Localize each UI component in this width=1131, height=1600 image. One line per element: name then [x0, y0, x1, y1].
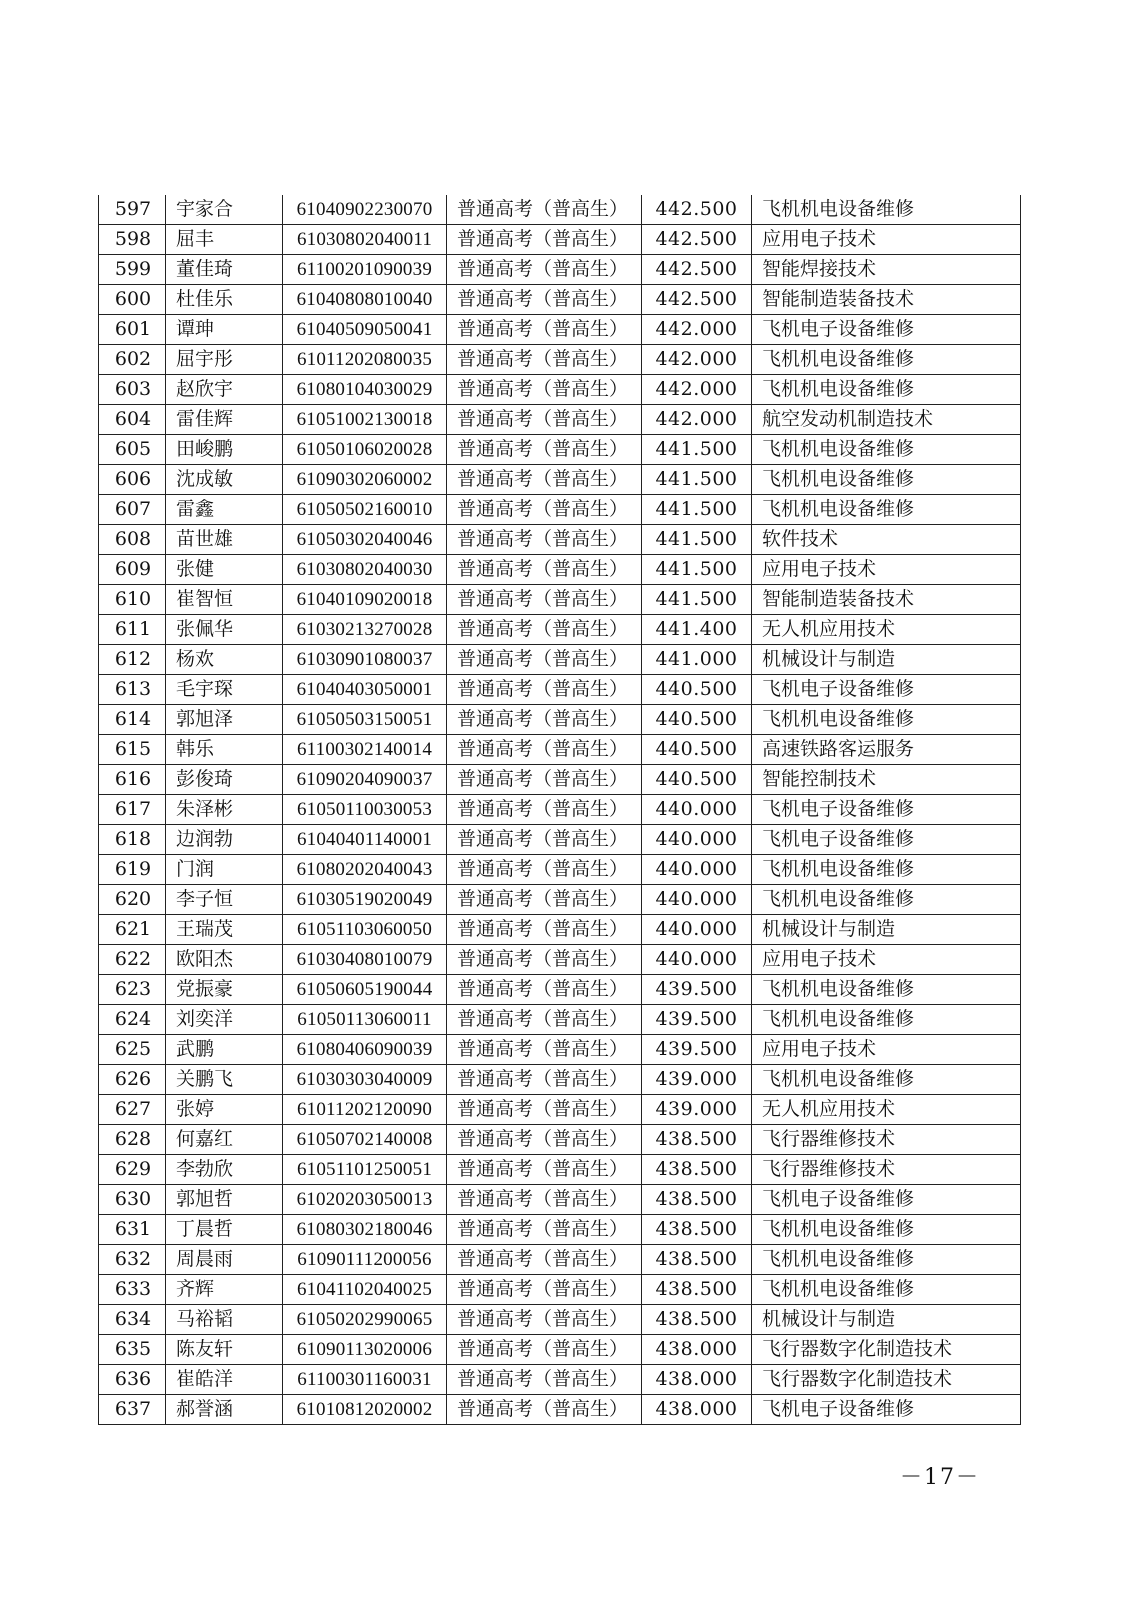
score-cell: 441.400 — [642, 615, 752, 645]
admission-roster-table — [98, 195, 1021, 1425]
exam-id-cell: 61050113060011 — [283, 1005, 447, 1035]
score-cell: 441.500 — [642, 525, 752, 555]
table-row — [99, 255, 1021, 285]
student-name-cell: 屈宇彤 — [166, 345, 283, 375]
major-cell: 飞机电子设备维修 — [752, 315, 1021, 345]
score-cell: 442.500 — [642, 255, 752, 285]
admission-type-cell: 普通高考（普高生） — [447, 1035, 642, 1065]
admission-type-cell: 普通高考（普高生） — [447, 525, 642, 555]
table-row — [99, 405, 1021, 435]
admission-type-cell: 普通高考（普高生） — [447, 285, 642, 315]
student-name-cell: 陈友轩 — [166, 1335, 283, 1365]
roster-body — [99, 195, 1021, 1425]
score-cell: 438.500 — [642, 1245, 752, 1275]
score-cell: 439.500 — [642, 1035, 752, 1065]
major-cell: 飞行器维修技术 — [752, 1125, 1021, 1155]
score-cell: 442.500 — [642, 225, 752, 255]
admission-type-cell: 普通高考（普高生） — [447, 645, 642, 675]
admission-type-cell: 普通高考（普高生） — [447, 1365, 642, 1395]
row-number-cell: 619 — [99, 855, 166, 885]
admission-type-cell: 普通高考（普高生） — [447, 1305, 642, 1335]
table-row — [99, 645, 1021, 675]
row-number-cell: 601 — [99, 315, 166, 345]
score-cell: 440.000 — [642, 855, 752, 885]
table-row — [99, 855, 1021, 885]
table-row — [99, 435, 1021, 465]
student-name-cell: 郭旭哲 — [166, 1185, 283, 1215]
exam-id-cell: 61100201090039 — [283, 255, 447, 285]
major-cell: 无人机应用技术 — [752, 1095, 1021, 1125]
table-row — [99, 1395, 1021, 1425]
exam-id-cell: 61040403050001 — [283, 675, 447, 705]
score-cell: 440.000 — [642, 885, 752, 915]
exam-id-cell: 61050202990065 — [283, 1305, 447, 1335]
student-name-cell: 杜佳乐 — [166, 285, 283, 315]
row-number-cell: 602 — [99, 345, 166, 375]
table-row — [99, 945, 1021, 975]
admission-type-cell: 普通高考（普高生） — [447, 465, 642, 495]
major-cell: 应用电子技术 — [752, 1035, 1021, 1065]
row-number-cell: 625 — [99, 1035, 166, 1065]
major-cell: 飞机电子设备维修 — [752, 1395, 1021, 1425]
exam-id-cell: 61040902230070 — [283, 195, 447, 225]
student-name-cell: 崔智恒 — [166, 585, 283, 615]
score-cell: 439.000 — [642, 1095, 752, 1125]
exam-id-cell: 61040509050041 — [283, 315, 447, 345]
table-row — [99, 915, 1021, 945]
major-cell: 飞行器数字化制造技术 — [752, 1365, 1021, 1395]
student-name-cell: 谭珅 — [166, 315, 283, 345]
table-row — [99, 705, 1021, 735]
major-cell: 机械设计与制造 — [752, 915, 1021, 945]
exam-id-cell: 61030303040009 — [283, 1065, 447, 1095]
table-row — [99, 465, 1021, 495]
table-row — [99, 1185, 1021, 1215]
row-number-cell: 605 — [99, 435, 166, 465]
table-row — [99, 585, 1021, 615]
row-number-cell: 635 — [99, 1335, 166, 1365]
student-name-cell: 欧阳杰 — [166, 945, 283, 975]
row-number-cell: 606 — [99, 465, 166, 495]
row-number-cell: 607 — [99, 495, 166, 525]
admission-type-cell: 普通高考（普高生） — [447, 1185, 642, 1215]
table-row — [99, 525, 1021, 555]
table-row — [99, 885, 1021, 915]
student-name-cell: 门润 — [166, 855, 283, 885]
row-number-cell: 616 — [99, 765, 166, 795]
major-cell: 飞机机电设备维修 — [752, 975, 1021, 1005]
student-name-cell: 关鹏飞 — [166, 1065, 283, 1095]
admission-type-cell: 普通高考（普高生） — [447, 975, 642, 1005]
exam-id-cell: 61011202080035 — [283, 345, 447, 375]
student-name-cell: 彭俊琦 — [166, 765, 283, 795]
table-row — [99, 1035, 1021, 1065]
major-cell: 机械设计与制造 — [752, 645, 1021, 675]
table-row — [99, 1095, 1021, 1125]
score-cell: 438.000 — [642, 1335, 752, 1365]
exam-id-cell: 61080406090039 — [283, 1035, 447, 1065]
row-number-cell: 614 — [99, 705, 166, 735]
student-name-cell: 韩乐 — [166, 735, 283, 765]
score-cell: 441.500 — [642, 465, 752, 495]
score-cell: 441.500 — [642, 435, 752, 465]
admission-type-cell: 普通高考（普高生） — [447, 345, 642, 375]
table-row — [99, 1065, 1021, 1095]
score-cell: 439.000 — [642, 1065, 752, 1095]
admission-type-cell: 普通高考（普高生） — [447, 1125, 642, 1155]
major-cell: 应用电子技术 — [752, 945, 1021, 975]
table-row — [99, 555, 1021, 585]
table-row — [99, 1125, 1021, 1155]
row-number-cell: 634 — [99, 1305, 166, 1335]
row-number-cell: 628 — [99, 1125, 166, 1155]
page-number: －17－ — [900, 1465, 980, 1490]
admission-type-cell: 普通高考（普高生） — [447, 405, 642, 435]
row-number-cell: 626 — [99, 1065, 166, 1095]
row-number-cell: 612 — [99, 645, 166, 675]
major-cell: 智能制造装备技术 — [752, 285, 1021, 315]
row-number-cell: 604 — [99, 405, 166, 435]
major-cell: 智能焊接技术 — [752, 255, 1021, 285]
student-name-cell: 董佳琦 — [166, 255, 283, 285]
score-cell: 441.500 — [642, 555, 752, 585]
admission-type-cell: 普通高考（普高生） — [447, 375, 642, 405]
row-number-cell: 597 — [99, 195, 166, 225]
row-number-cell: 636 — [99, 1365, 166, 1395]
exam-id-cell: 61050302040046 — [283, 525, 447, 555]
table-row — [99, 195, 1021, 225]
student-name-cell: 何嘉红 — [166, 1125, 283, 1155]
student-name-cell: 雷佳辉 — [166, 405, 283, 435]
score-cell: 440.500 — [642, 675, 752, 705]
exam-id-cell: 61050110030053 — [283, 795, 447, 825]
admission-type-cell: 普通高考（普高生） — [447, 1065, 642, 1095]
student-name-cell: 朱泽彬 — [166, 795, 283, 825]
row-number-cell: 631 — [99, 1215, 166, 1245]
major-cell: 飞机机电设备维修 — [752, 1065, 1021, 1095]
row-number-cell: 618 — [99, 825, 166, 855]
row-number-cell: 632 — [99, 1245, 166, 1275]
row-number-cell: 600 — [99, 285, 166, 315]
row-number-cell: 621 — [99, 915, 166, 945]
row-number-cell: 637 — [99, 1395, 166, 1425]
score-cell: 440.000 — [642, 945, 752, 975]
score-cell: 438.500 — [642, 1125, 752, 1155]
major-cell: 飞机机电设备维修 — [752, 1215, 1021, 1245]
admission-type-cell: 普通高考（普高生） — [447, 1275, 642, 1305]
table-row — [99, 735, 1021, 765]
row-number-cell: 611 — [99, 615, 166, 645]
admission-type-cell: 普通高考（普高生） — [447, 885, 642, 915]
admission-type-cell: 普通高考（普高生） — [447, 1395, 642, 1425]
major-cell: 飞机电子设备维修 — [752, 795, 1021, 825]
exam-id-cell: 61050702140008 — [283, 1125, 447, 1155]
score-cell: 442.000 — [642, 345, 752, 375]
exam-id-cell: 61030408010079 — [283, 945, 447, 975]
major-cell: 无人机应用技术 — [752, 615, 1021, 645]
table-row — [99, 375, 1021, 405]
table-row — [99, 675, 1021, 705]
student-name-cell: 郝誉涵 — [166, 1395, 283, 1425]
exam-id-cell: 61051101250051 — [283, 1155, 447, 1185]
exam-id-cell: 61030213270028 — [283, 615, 447, 645]
major-cell: 飞机机电设备维修 — [752, 375, 1021, 405]
exam-id-cell: 61051103060050 — [283, 915, 447, 945]
row-number-cell: 617 — [99, 795, 166, 825]
score-cell: 438.500 — [642, 1275, 752, 1305]
major-cell: 飞机机电设备维修 — [752, 885, 1021, 915]
student-name-cell: 赵欣宇 — [166, 375, 283, 405]
admission-type-cell: 普通高考（普高生） — [447, 225, 642, 255]
score-cell: 442.000 — [642, 315, 752, 345]
admission-type-cell: 普通高考（普高生） — [447, 1215, 642, 1245]
row-number-cell: 610 — [99, 585, 166, 615]
major-cell: 软件技术 — [752, 525, 1021, 555]
admission-type-cell: 普通高考（普高生） — [447, 315, 642, 345]
score-cell: 442.000 — [642, 405, 752, 435]
score-cell: 438.500 — [642, 1185, 752, 1215]
major-cell: 飞机机电设备维修 — [752, 195, 1021, 225]
admission-type-cell: 普通高考（普高生） — [447, 855, 642, 885]
exam-id-cell: 61080202040043 — [283, 855, 447, 885]
student-name-cell: 杨欢 — [166, 645, 283, 675]
student-name-cell: 郭旭泽 — [166, 705, 283, 735]
major-cell: 应用电子技术 — [752, 555, 1021, 585]
student-name-cell: 齐辉 — [166, 1275, 283, 1305]
student-name-cell: 丁晨哲 — [166, 1215, 283, 1245]
score-cell: 441.500 — [642, 495, 752, 525]
student-name-cell: 沈成敏 — [166, 465, 283, 495]
major-cell: 飞机机电设备维修 — [752, 495, 1021, 525]
table-row — [99, 825, 1021, 855]
score-cell: 438.500 — [642, 1305, 752, 1335]
admission-type-cell: 普通高考（普高生） — [447, 615, 642, 645]
row-number-cell: 615 — [99, 735, 166, 765]
admission-type-cell: 普通高考（普高生） — [447, 915, 642, 945]
table-row — [99, 1275, 1021, 1305]
score-cell: 442.500 — [642, 195, 752, 225]
exam-id-cell: 61030802040011 — [283, 225, 447, 255]
student-name-cell: 雷鑫 — [166, 495, 283, 525]
row-number-cell: 598 — [99, 225, 166, 255]
exam-id-cell: 61020203050013 — [283, 1185, 447, 1215]
score-cell: 440.500 — [642, 765, 752, 795]
admission-type-cell: 普通高考（普高生） — [447, 1155, 642, 1185]
admission-type-cell: 普通高考（普高生） — [447, 1335, 642, 1365]
row-number-cell: 603 — [99, 375, 166, 405]
admission-type-cell: 普通高考（普高生） — [447, 735, 642, 765]
student-name-cell: 张佩华 — [166, 615, 283, 645]
student-name-cell: 毛宇琛 — [166, 675, 283, 705]
score-cell: 438.000 — [642, 1365, 752, 1395]
exam-id-cell: 61010812020002 — [283, 1395, 447, 1425]
student-name-cell: 崔皓洋 — [166, 1365, 283, 1395]
score-cell: 440.000 — [642, 795, 752, 825]
row-number-cell: 599 — [99, 255, 166, 285]
student-name-cell: 宇家合 — [166, 195, 283, 225]
exam-id-cell: 61040401140001 — [283, 825, 447, 855]
row-number-cell: 630 — [99, 1185, 166, 1215]
major-cell: 飞机机电设备维修 — [752, 1275, 1021, 1305]
table-row — [99, 345, 1021, 375]
student-name-cell: 张婷 — [166, 1095, 283, 1125]
table-row — [99, 495, 1021, 525]
student-name-cell: 周晨雨 — [166, 1245, 283, 1275]
exam-id-cell: 61090204090037 — [283, 765, 447, 795]
major-cell: 飞机电子设备维修 — [752, 825, 1021, 855]
table-row — [99, 1365, 1021, 1395]
row-number-cell: 609 — [99, 555, 166, 585]
exam-id-cell: 61080104030029 — [283, 375, 447, 405]
row-number-cell: 629 — [99, 1155, 166, 1185]
exam-id-cell: 61051002130018 — [283, 405, 447, 435]
exam-id-cell: 61090111200056 — [283, 1245, 447, 1275]
score-cell: 439.500 — [642, 975, 752, 1005]
major-cell: 高速铁路客运服务 — [752, 735, 1021, 765]
exam-id-cell: 61080302180046 — [283, 1215, 447, 1245]
admission-type-cell: 普通高考（普高生） — [447, 945, 642, 975]
student-name-cell: 武鹏 — [166, 1035, 283, 1065]
table-row — [99, 1005, 1021, 1035]
table-row — [99, 975, 1021, 1005]
score-cell: 438.500 — [642, 1215, 752, 1245]
table-row — [99, 1335, 1021, 1365]
row-number-cell: 633 — [99, 1275, 166, 1305]
score-cell: 440.000 — [642, 915, 752, 945]
table-row — [99, 1245, 1021, 1275]
score-cell: 439.500 — [642, 1005, 752, 1035]
table-row — [99, 1305, 1021, 1335]
admission-type-cell: 普通高考（普高生） — [447, 255, 642, 285]
score-cell: 440.000 — [642, 825, 752, 855]
major-cell: 飞机机电设备维修 — [752, 855, 1021, 885]
score-cell: 442.500 — [642, 285, 752, 315]
row-number-cell: 627 — [99, 1095, 166, 1125]
table-row — [99, 765, 1021, 795]
student-name-cell: 张健 — [166, 555, 283, 585]
exam-id-cell: 61050502160010 — [283, 495, 447, 525]
exam-id-cell: 61100302140014 — [283, 735, 447, 765]
admission-type-cell: 普通高考（普高生） — [447, 765, 642, 795]
student-name-cell: 李勃欣 — [166, 1155, 283, 1185]
major-cell: 飞机机电设备维修 — [752, 465, 1021, 495]
exam-id-cell: 61030519020049 — [283, 885, 447, 915]
major-cell: 飞行器数字化制造技术 — [752, 1335, 1021, 1365]
admission-type-cell: 普通高考（普高生） — [447, 1095, 642, 1125]
exam-id-cell: 61090113020006 — [283, 1335, 447, 1365]
exam-id-cell: 61040808010040 — [283, 285, 447, 315]
exam-id-cell: 61090302060002 — [283, 465, 447, 495]
row-number-cell: 623 — [99, 975, 166, 1005]
score-cell: 438.500 — [642, 1155, 752, 1185]
admission-type-cell: 普通高考（普高生） — [447, 585, 642, 615]
major-cell: 机械设计与制造 — [752, 1305, 1021, 1335]
score-cell: 442.000 — [642, 375, 752, 405]
exam-id-cell: 61050605190044 — [283, 975, 447, 1005]
table-row — [99, 615, 1021, 645]
major-cell: 航空发动机制造技术 — [752, 405, 1021, 435]
exam-id-cell: 61100301160031 — [283, 1365, 447, 1395]
major-cell: 飞机机电设备维修 — [752, 435, 1021, 465]
score-cell: 441.500 — [642, 585, 752, 615]
exam-id-cell: 61011202120090 — [283, 1095, 447, 1125]
admission-type-cell: 普通高考（普高生） — [447, 1005, 642, 1035]
row-number-cell: 608 — [99, 525, 166, 555]
major-cell: 飞行器维修技术 — [752, 1155, 1021, 1185]
score-cell: 441.000 — [642, 645, 752, 675]
admission-type-cell: 普通高考（普高生） — [447, 795, 642, 825]
major-cell: 飞机电子设备维修 — [752, 675, 1021, 705]
student-name-cell: 边润勃 — [166, 825, 283, 855]
score-cell: 438.000 — [642, 1395, 752, 1425]
admission-type-cell: 普通高考（普高生） — [447, 675, 642, 705]
table-row — [99, 225, 1021, 255]
table-row — [99, 1155, 1021, 1185]
major-cell: 飞机机电设备维修 — [752, 1245, 1021, 1275]
student-name-cell: 田峻鹏 — [166, 435, 283, 465]
major-cell: 应用电子技术 — [752, 225, 1021, 255]
student-name-cell: 王瑞茂 — [166, 915, 283, 945]
table-row — [99, 315, 1021, 345]
admission-type-cell: 普通高考（普高生） — [447, 495, 642, 525]
admission-type-cell: 普通高考（普高生） — [447, 555, 642, 585]
student-name-cell: 李子恒 — [166, 885, 283, 915]
student-name-cell: 苗世雄 — [166, 525, 283, 555]
row-number-cell: 613 — [99, 675, 166, 705]
exam-id-cell: 61050106020028 — [283, 435, 447, 465]
major-cell: 飞机机电设备维修 — [752, 345, 1021, 375]
row-number-cell: 620 — [99, 885, 166, 915]
student-name-cell: 党振豪 — [166, 975, 283, 1005]
major-cell: 智能制造装备技术 — [752, 585, 1021, 615]
major-cell: 飞机机电设备维修 — [752, 1005, 1021, 1035]
admission-type-cell: 普通高考（普高生） — [447, 705, 642, 735]
admission-type-cell: 普通高考（普高生） — [447, 825, 642, 855]
exam-id-cell: 61041102040025 — [283, 1275, 447, 1305]
exam-id-cell: 61050503150051 — [283, 705, 447, 735]
table-row — [99, 285, 1021, 315]
admission-type-cell: 普通高考（普高生） — [447, 435, 642, 465]
table-row — [99, 795, 1021, 825]
major-cell: 智能控制技术 — [752, 765, 1021, 795]
student-name-cell: 马裕韬 — [166, 1305, 283, 1335]
score-cell: 440.500 — [642, 705, 752, 735]
table-row — [99, 1215, 1021, 1245]
admission-type-cell: 普通高考（普高生） — [447, 195, 642, 225]
row-number-cell: 622 — [99, 945, 166, 975]
student-name-cell: 屈丰 — [166, 225, 283, 255]
student-name-cell: 刘奕洋 — [166, 1005, 283, 1035]
score-cell: 440.500 — [642, 735, 752, 765]
row-number-cell: 624 — [99, 1005, 166, 1035]
admission-type-cell: 普通高考（普高生） — [447, 1245, 642, 1275]
major-cell: 飞机机电设备维修 — [752, 705, 1021, 735]
exam-id-cell: 61030901080037 — [283, 645, 447, 675]
exam-id-cell: 61030802040030 — [283, 555, 447, 585]
exam-id-cell: 61040109020018 — [283, 585, 447, 615]
major-cell: 飞机电子设备维修 — [752, 1185, 1021, 1215]
